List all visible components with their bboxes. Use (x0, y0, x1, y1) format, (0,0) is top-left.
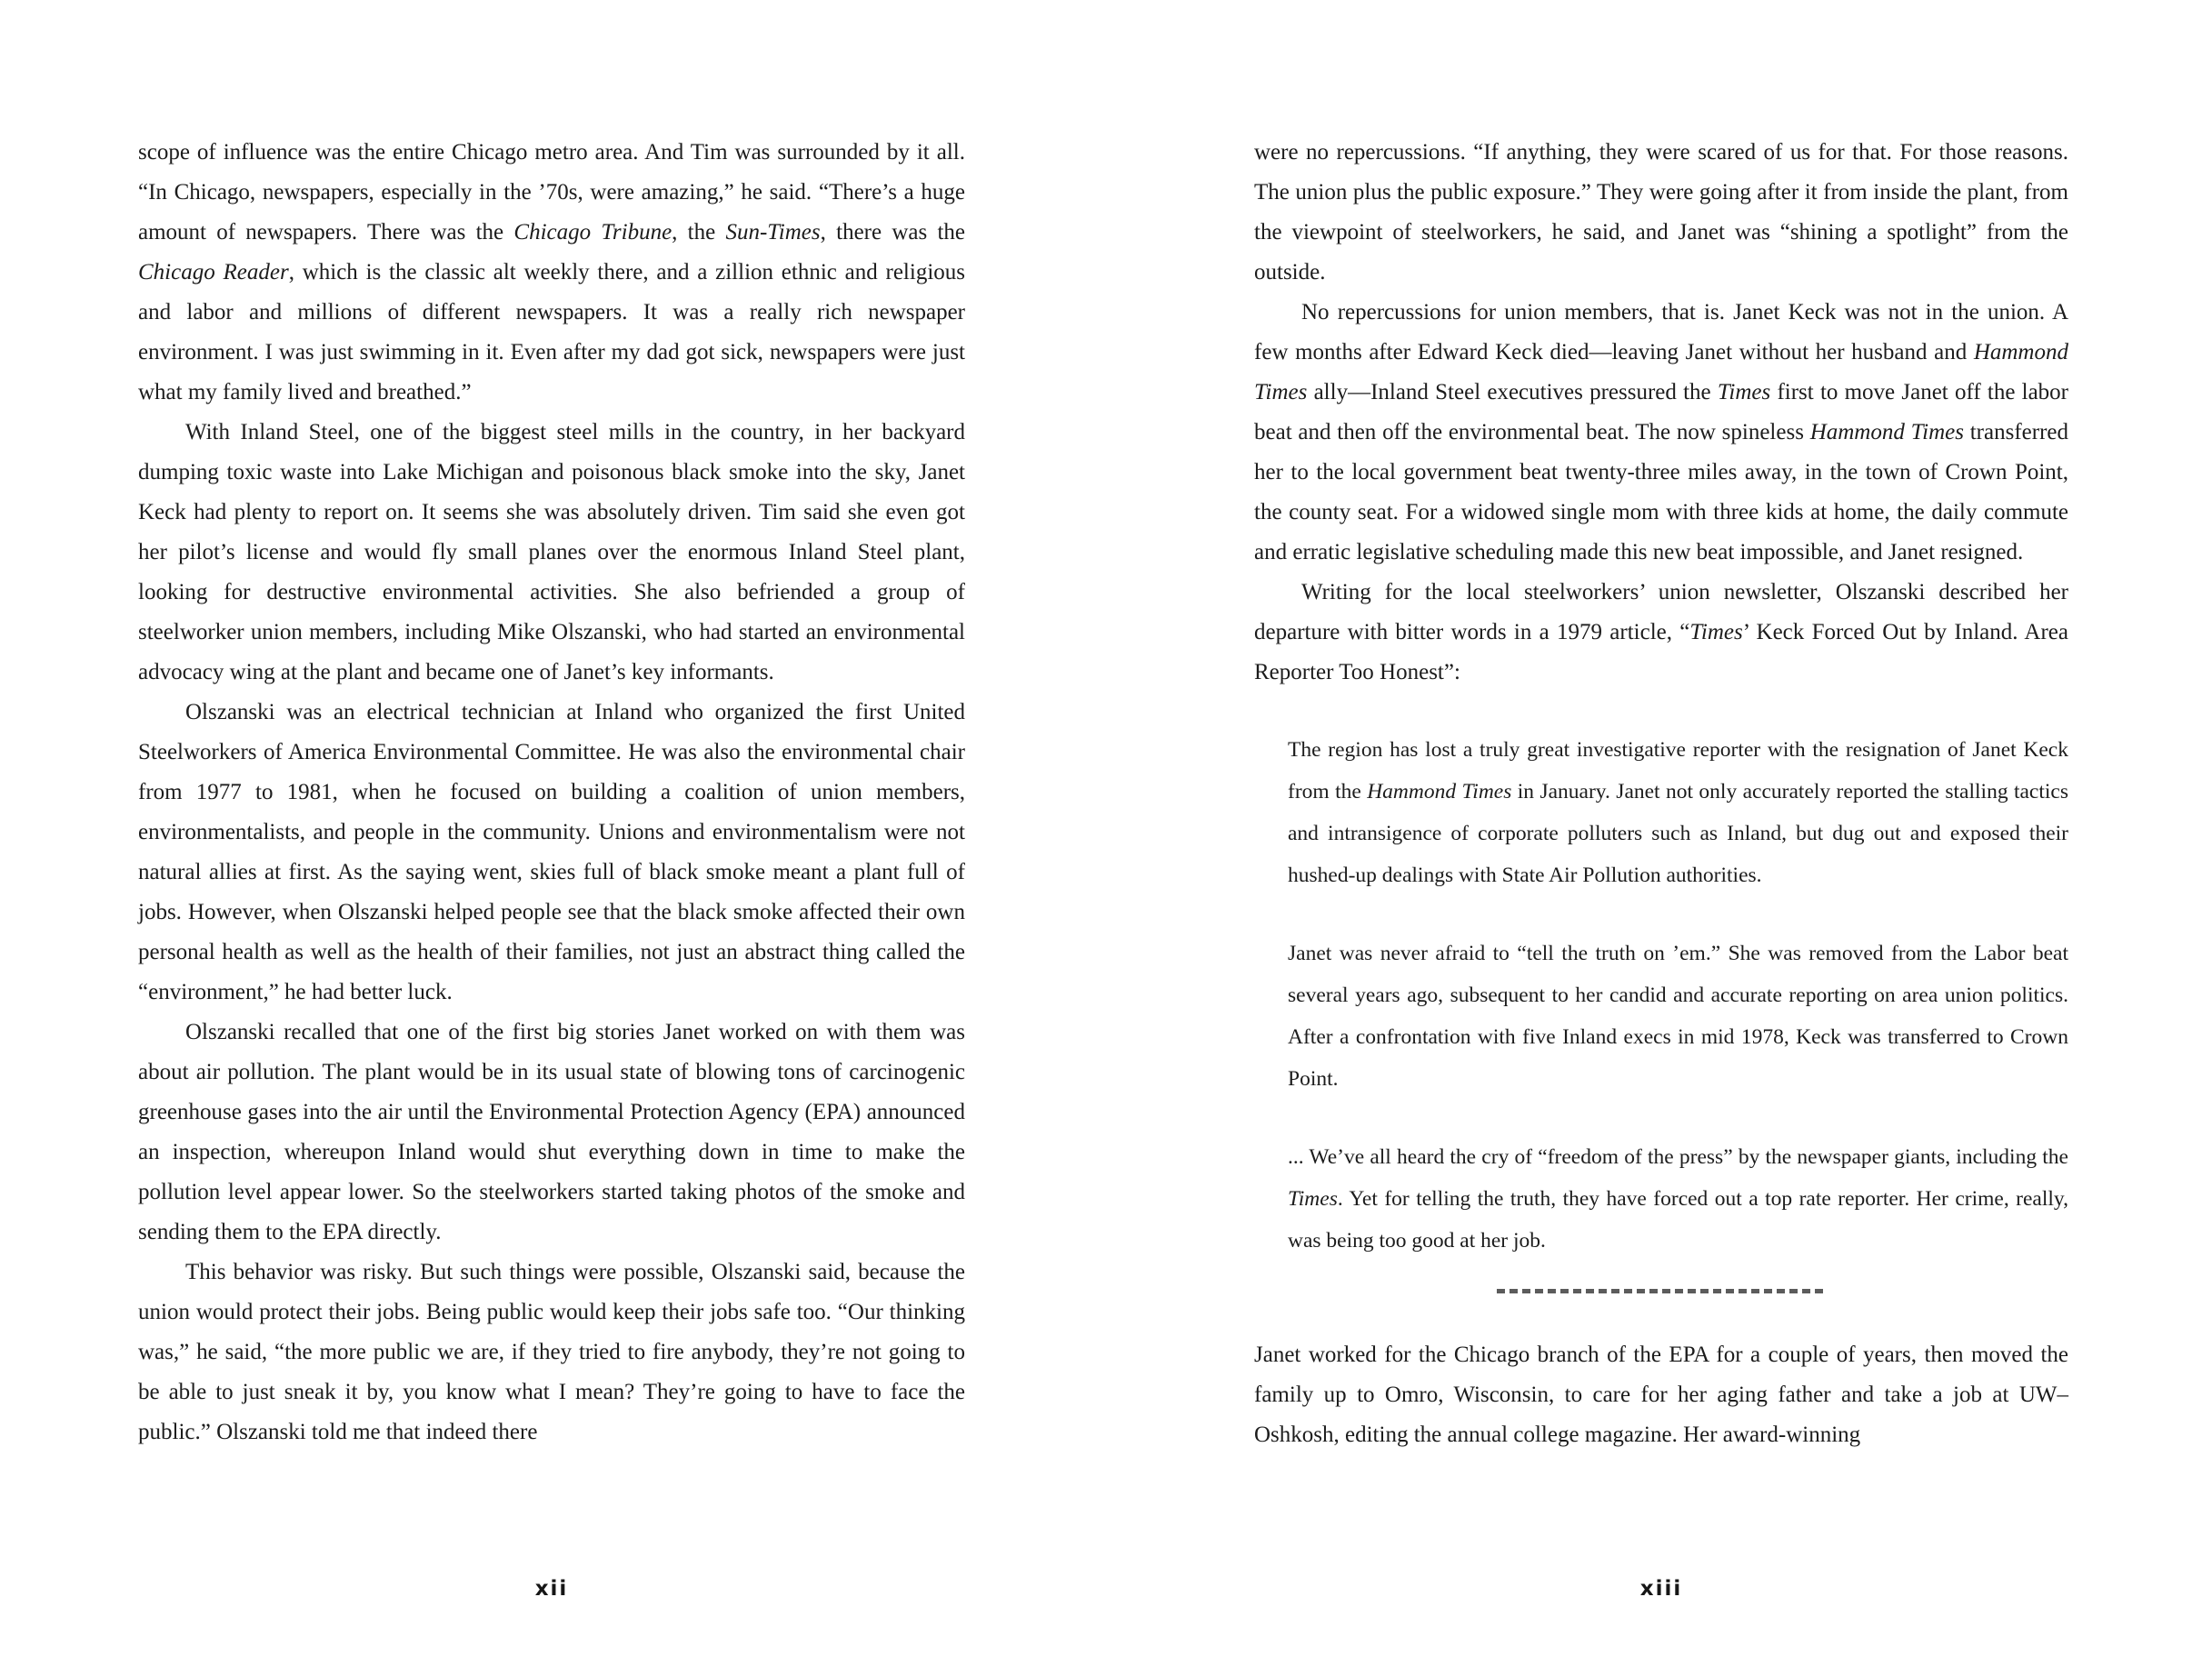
block-quote: Janet was never afraid to “tell the truth on ’em.” She was removed from the Labor beat several years ago, subsequent to her candid and accurate reporting on area union politics. After a confrontation with five Inland execs in mid 1978, Keck was transferred to Crown Point. (1288, 942, 2068, 1091)
paragraph: scope of influence was the entire Chicago metro area. And Tim was surrounded by it all. “In Chicago, newspapers, especially in the ’70s, were amazing,” he said. “There’s a huge amount of newspapers. There was the Chicago Tribune, the Sun-Times, there was the Chicago Reader, which is the classic alt weekly there, and a zillion ethnic and religious and labor and millions of different newspapers. It was a really rich newspaper environment. I was just swimming in it. Even after my dad got sick, newspapers were just what my family lived and breathed.” (138, 140, 966, 404)
paragraph: were no repercussions. “If anything, they were scared of us for that. For those reasons. The union plus the public exposure.” They were going after it from inside the plant, from the viewpoint of steelworkers, he said, and Janet was “shining a spotlight” from the outside. (1254, 140, 2068, 284)
block-quote: The region has lost a truly great investigative reporter with the resignation of Janet Keck from the Hammond Times in January. Janet not only accurately reported the stalling tactics and intransigence of corporate polluters such as Inland, but dug out and exposed their hushed-up dealings with State Air Pollution authorities. (1288, 738, 2068, 887)
dashed-line (1497, 1289, 1826, 1293)
section-divider (1254, 1289, 2068, 1293)
paragraph: No repercussions for union members, that is. Janet Keck was not in the union. A few months after Edward Keck died—leaving Janet without her husband and Hammond Times ally—Inland Steel executives pressured the Times first to move Janet off the labor beat and then off the environmental beat. The now spineless Hammond Times transferred her to the local government beat twenty-three miles away, in the town of Crown Point, the county seat. For a widowed single mom with three kids at home, the daily commute and erratic legislative scheduling made this new beat impossible, and Janet resigned. (1254, 300, 2068, 564)
left-text-column (138, 133, 965, 1452)
paragraph: This behavior was risky. But such things were possible, Olszanski said, because the union would protect their jobs. Being public would keep their jobs safe too. “Our thinking was,” he said, “the more public we are, if they tried to fire anybody, they’re not going to be able to just sneak it by, you know what I mean? They’re going to have to face the public.” Olszanski told me that indeed there (138, 1260, 965, 1444)
paragraph: Olszanski was an electrical technician at Inland who organized the first United Steelworkers of America Environmental Committee. He was also the environmental chair from 1977 to 1981, when he focused on building a coalition of union members, environmentalists, and people in the community. Unions and environmentalism were not natural allies at first. As the saying went, skies full of black smoke meant a plant full of jobs. However, when Olszanski helped people see that the black smoke affected their own personal health as well as the health of their families, not just an abstract thing called the “environment,” he had better luck. (138, 700, 965, 1004)
paragraph: Janet worked for the Chicago branch of the EPA for a couple of years, then moved the family up to Omro, Wisconsin, to care for her aging father and take a job at UW–Oshkosh, editing the annual college magazine. Her award-winning (1254, 1343, 2068, 1447)
paragraph: With Inland Steel, one of the biggest steel mills in the country, in her backyard dumping toxic waste into Lake Michigan and poisonous black smoke into the sky, Janet Keck had plenty to report on. It seems she was absolutely driven. Tim said she even got her pilot’s license and would fly small planes over the enormous Inland Steel plant, looking for destructive environmental activities. She also befriended a group of steelworker union members, including Mike Olszanski, who had started an environmental advocacy wing at the plant and became one of Janet’s key informants. (138, 420, 965, 684)
right-text-column (1254, 133, 2068, 1455)
page-number-left: xii (534, 1577, 569, 1601)
block-quote: ... We’ve all heard the cry of “freedom of the press” by the newspaper giants, including the Times. Yet for telling the truth, they have forced out a top rate reporter. Her crime, really, was being too good at her job. (1288, 1145, 2068, 1253)
paragraph: Writing for the local steelworkers’ union newsletter, Olszanski described her departure with bitter words in a 1979 article, “Times’ Keck Forced Out by Inland. Area Reporter Too Honest”: (1254, 580, 2068, 684)
page-number-right: xiii (1639, 1577, 1683, 1601)
paragraph: Olszanski recalled that one of the first big stories Janet worked on with them was about air pollution. The plant would be in its usual state of blowing tons of carcinogenic greenhouse gases into the air until the Environmental Protection Agency (EPA) announced an inspection, whereupon Inland would shut everything down in time to make the pollution level appear lower. So the steelworkers started taking photos of the smoke and sending them to the EPA directly. (138, 1020, 965, 1244)
